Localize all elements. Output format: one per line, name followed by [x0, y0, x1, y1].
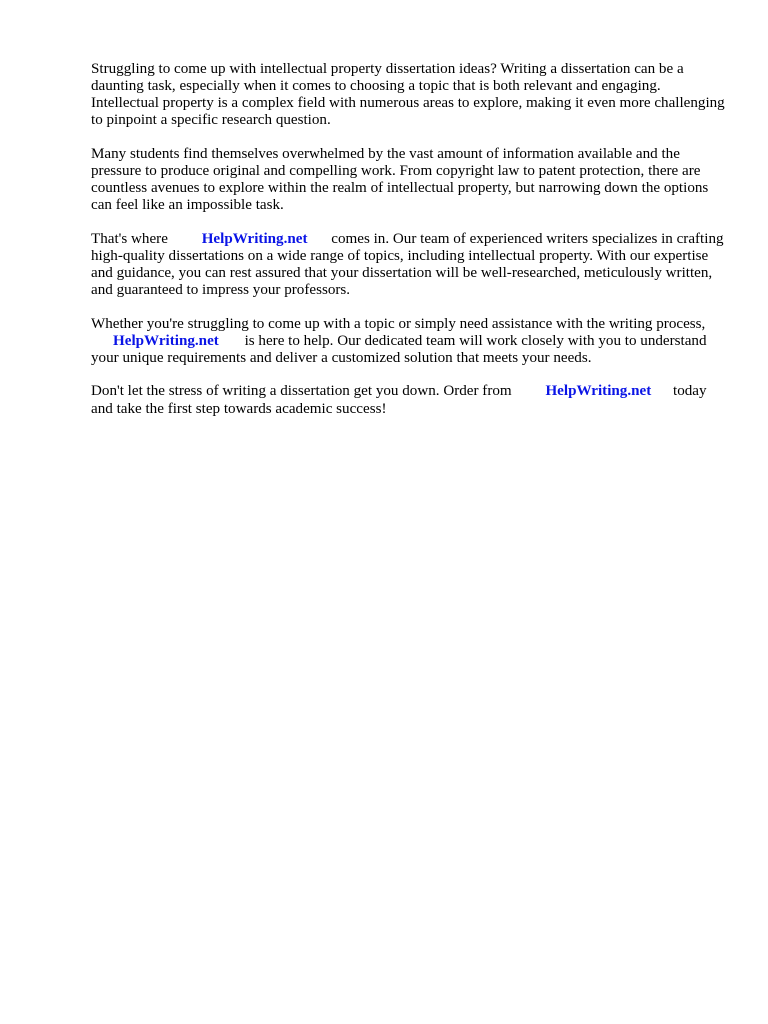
paragraph-overwhelmed — [91, 146, 727, 214]
paragraph-text-after: comes in. Our team of experienced writers specializes in crafting high-quality dissertations on a wide range of topics, including intellectual property. With our expertise and guidance, you can rest assured that your dissertation will be well-researched, meticulously written, and guaranteed to impress your professors. — [91, 230, 724, 299]
paragraph-text: Many students find themselves overwhelmed by the vast amount of information available and the pressure to produce original and compelling work. From copyright law to patent protection, there are countless avenues to explore within the realm of intellectual property, but narrowing down the options can feel like an impossible task. — [91, 145, 709, 214]
helpwriting-link[interactable]: HelpWriting.net — [201, 230, 308, 247]
paragraph-helpwriting — [91, 231, 727, 299]
helpwriting-link[interactable]: HelpWriting.net — [545, 383, 652, 400]
paragraph-text-after: is here to help. Our dedicated team will work closely with you to understand your unique requirements and deliver a customized solution that meets your needs. — [91, 332, 707, 366]
paragraph-assistance — [91, 316, 727, 367]
paragraph-text-after: today and take the first step towards academic success! — [91, 383, 707, 417]
paragraph-intro — [91, 61, 727, 129]
paragraph-order — [91, 383, 727, 417]
helpwriting-link[interactable]: HelpWriting.net — [113, 332, 219, 349]
document-page — [91, 61, 727, 434]
paragraph-text-before: Don't let the stress of writing a dissertation get you down. Order from — [91, 383, 512, 400]
paragraph-text: Struggling to come up with intellectual property dissertation ideas? Writing a dissertation can be a daunting task, especially when it comes to choosing a topic that is both relevant and engaging. Intellectual property is a complex field with numerous areas to explore, making it even more challenging to pinpoint a specific research question. — [91, 61, 725, 129]
paragraph-text-before: That's where — [91, 230, 168, 247]
paragraph-text-before: Whether you're struggling to come up with a topic or simply need assistance with the writing process, — [91, 315, 706, 332]
